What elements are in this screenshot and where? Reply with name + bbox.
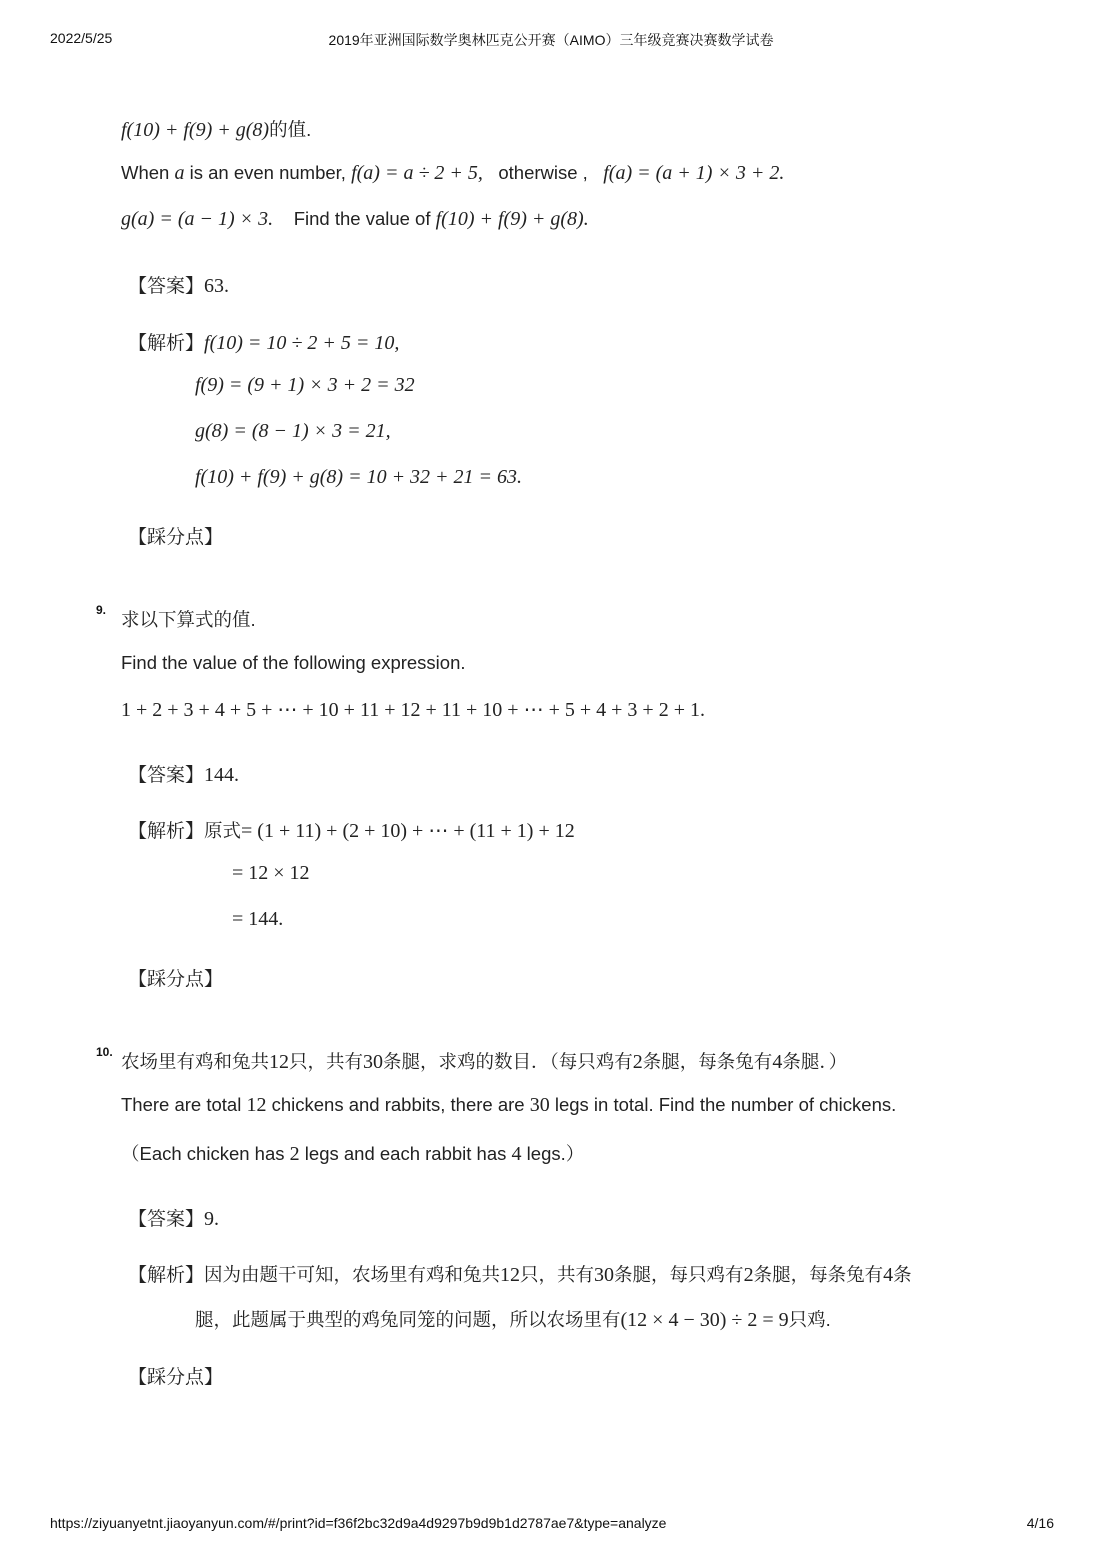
q9-solution-step-1: = (1 + 11) + (2 + 10) + ⋯ + (11 + 1) + 12	[241, 820, 575, 842]
q8-prompt-tail: 的值.	[269, 119, 312, 140]
q8-answer	[128, 271, 229, 298]
q9-analysis-line-2	[232, 862, 310, 885]
q10-english-line-2	[121, 1140, 584, 1166]
q10-cn-e: 条腿．）	[782, 1051, 848, 1072]
q8-analysis-line-4	[195, 466, 522, 489]
q8-en2-expression: f(10) + f(9) + g(8).	[435, 208, 589, 230]
q9-english-prompt: Find the value of the following expression.	[121, 652, 466, 673]
q8-en2-formula: g(a) = (a − 1) × 3.	[121, 208, 274, 230]
q8-en1-text-a: When	[121, 162, 175, 183]
q10-en2-b: legs and each rabbit has	[299, 1143, 512, 1164]
answer-label: 【答案】	[128, 276, 205, 297]
q10-en2-a: （Each chicken has	[121, 1143, 290, 1164]
q10-sol1-c: 条腿，每只鸡有	[614, 1264, 744, 1285]
q8-en1-formula-1: f(a) = a ÷ 2 + 5,	[351, 162, 483, 184]
page-title: 2019年亚洲国际数学奥林匹克公开赛（AIMO）三年级竞赛决赛数学试卷	[328, 32, 774, 48]
q10-answer	[128, 1204, 219, 1231]
q9-solution-text: 原式	[204, 820, 242, 841]
q10-sol1-e: 条	[893, 1264, 912, 1285]
q10-sol2-math: (12 × 4 − 30) ÷ 2 = 9	[620, 1309, 789, 1331]
q10-sol1-n2: 30	[594, 1264, 615, 1286]
q10-cn-a: 农场里有鸡和兔共	[121, 1051, 270, 1072]
footer-url[interactable]: https://ziyuanyetnt.jiaoyanyun.com/#/print?id=f36f2bc32d9a4d9297b9d9b1d2787ae7&type=analyze	[50, 1515, 667, 1531]
q8-en2-text: Find the value of	[293, 208, 436, 229]
q8-solution-step-1: f(10) = 10 ÷ 2 + 5 = 10,	[204, 332, 400, 354]
q10-sol1-n4: 4	[883, 1264, 894, 1286]
q10-sol1-a: 因为由题干可知，农场里有鸡和兔共	[204, 1264, 501, 1285]
q8-chinese-prompt	[121, 116, 311, 142]
q10-number: 10.	[96, 1045, 113, 1059]
q10-chinese-prompt	[121, 1048, 847, 1074]
scoring-points-label: 【踩分点】	[128, 1367, 224, 1388]
q9-expression-math: 1 + 2 + 3 + 4 + 5 + ⋯ + 10 + 11 + 12 + 11 + 10 + ⋯ + 5 + 4 + 3 + 2 + 1.	[121, 699, 705, 721]
q10-cn-n2: 30	[363, 1051, 384, 1073]
q8-analysis-line-2	[195, 374, 415, 397]
q8-english-line-1	[121, 162, 784, 185]
q10-en1-a: There are total	[121, 1094, 247, 1115]
q10-en2-c: legs.）	[521, 1143, 585, 1164]
q9-solution-step-2: = 12 × 12	[232, 862, 310, 884]
analysis-label: 【解析】	[128, 821, 205, 842]
q10-cn-n1: 12	[269, 1051, 290, 1073]
q9-chinese-prompt: 求以下算式的值.	[121, 609, 256, 630]
answer-label: 【答案】	[128, 765, 205, 786]
q10-analysis-line-1	[128, 1260, 912, 1287]
q10-en1-n1: 12	[246, 1094, 267, 1116]
analysis-label: 【解析】	[128, 333, 205, 354]
q8-en1-variable: a	[174, 162, 185, 184]
q10-scoring-points	[128, 1362, 223, 1389]
answer-label: 【答案】	[128, 1209, 205, 1230]
page-number: 4/16	[1026, 1515, 1054, 1531]
q10-sol2-a: 腿，此题属于典型的鸡兔同笼的问题，所以农场里有	[195, 1309, 621, 1330]
q9-number: 9.	[96, 603, 107, 617]
q8-expression: f(10) + f(9) + g(8)	[121, 119, 270, 141]
q10-answer-value: 9.	[204, 1208, 220, 1230]
q10-en1-b: chickens and rabbits, there are	[266, 1094, 530, 1115]
q10-analysis-line-2	[195, 1306, 831, 1332]
q8-en1-text-b: is an even number,	[184, 162, 352, 183]
q10-cn-b: 只，共有	[289, 1051, 364, 1072]
q10-sol1-n1: 12	[500, 1264, 521, 1286]
q9-analysis-line-3	[232, 908, 283, 931]
q10-en1-n2: 30	[529, 1094, 550, 1116]
q10-en1-c: legs in total. Find the number of chickens.	[549, 1094, 897, 1115]
q8-english-line-2	[121, 208, 589, 231]
q10-sol1-b: 只，共有	[520, 1264, 595, 1285]
q10-cn-n3: 2	[632, 1051, 643, 1073]
q10-en2-n2: 4	[511, 1143, 522, 1165]
q8-analysis-line-3	[195, 420, 391, 443]
scoring-points-label: 【踩分点】	[128, 527, 224, 548]
q9-expression	[121, 697, 705, 722]
q9-scoring-points	[128, 964, 223, 991]
q10-cn-d: 条腿，每条兔有	[642, 1051, 773, 1072]
q8-en1-formula-2: f(a) = (a + 1) × 3 + 2.	[603, 162, 785, 184]
q9-answer	[128, 760, 239, 787]
q8-scoring-points	[128, 522, 223, 549]
q8-answer-value: 63.	[204, 275, 230, 297]
q10-cn-n4: 4	[772, 1051, 783, 1073]
q8-analysis-line-1	[128, 328, 399, 355]
q10-sol1-n3: 2	[743, 1264, 754, 1286]
q10-sol1-d: 条腿，每条兔有	[753, 1264, 884, 1285]
q8-solution-step-3: g(8) = (8 − 1) × 3 = 21,	[195, 420, 391, 442]
analysis-label: 【解析】	[128, 1265, 205, 1286]
q8-solution-step-2: f(9) = (9 + 1) × 3 + 2 = 32	[195, 374, 415, 396]
q9-answer-value: 144.	[204, 764, 240, 786]
q9-solution-step-3: = 144.	[232, 908, 284, 930]
q8-en1-text-c: otherwise ,	[498, 162, 588, 183]
scoring-points-label: 【踩分点】	[128, 969, 224, 990]
q10-en2-n1: 2	[289, 1143, 300, 1165]
q10-cn-c: 条腿，求鸡的数目．（每只鸡有	[383, 1051, 633, 1072]
q8-solution-step-4: f(10) + f(9) + g(8) = 10 + 32 + 21 = 63.	[195, 466, 523, 488]
q9-analysis-line-1	[128, 816, 575, 843]
print-date: 2022/5/25	[50, 30, 113, 46]
q10-english-line-1	[121, 1094, 896, 1117]
q10-sol2-b: 只鸡.	[788, 1309, 831, 1330]
